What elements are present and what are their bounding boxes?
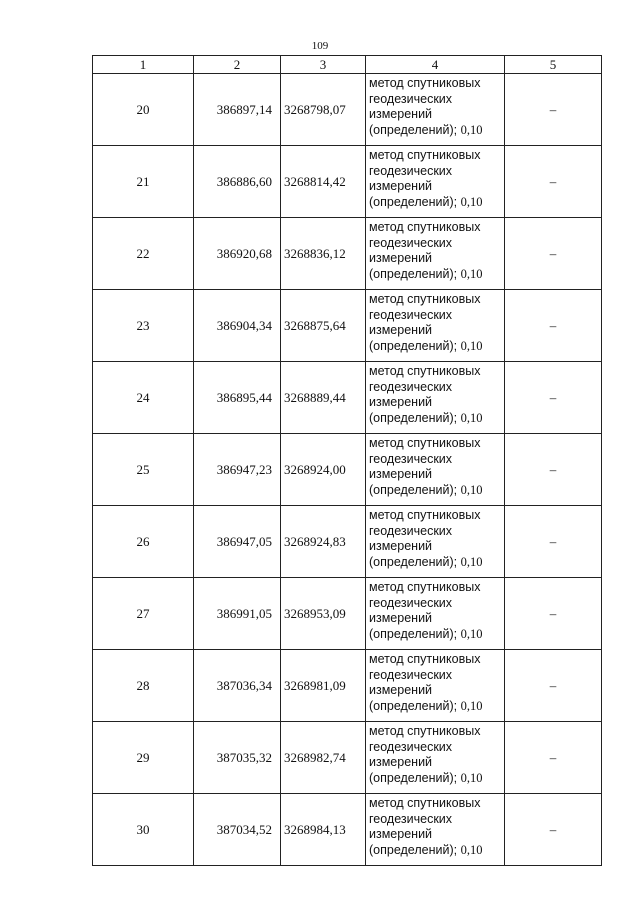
coordinate-x: 386904,34 — [194, 290, 281, 362]
table-row — [93, 290, 602, 362]
header-col-3: 3 — [281, 56, 366, 74]
method-text — [369, 292, 482, 353]
point-number: 27 — [93, 578, 194, 650]
method-cell — [366, 650, 505, 722]
method-description: метод спутниковых геодезических измерений (определений); — [369, 724, 481, 785]
method-description: метод спутниковых геодезических измерений (определений); — [369, 76, 481, 137]
point-number: 20 — [93, 74, 194, 146]
method-text — [369, 652, 482, 713]
note-cell: – — [505, 578, 602, 650]
page-number: 109 — [311, 40, 329, 52]
note-cell: – — [505, 650, 602, 722]
coordinate-x: 386920,68 — [194, 218, 281, 290]
method-cell — [366, 362, 505, 434]
table-row — [93, 722, 602, 794]
table-header — [93, 56, 602, 74]
coordinate-x: 386886,60 — [194, 146, 281, 218]
coordinate-y: 3268889,44 — [281, 362, 366, 434]
note-cell: – — [505, 74, 602, 146]
point-number: 22 — [93, 218, 194, 290]
method-description: метод спутниковых геодезических измерений (определений); — [369, 508, 481, 569]
coordinate-y: 3268982,74 — [281, 722, 366, 794]
header-col-4: 4 — [366, 56, 505, 74]
method-description: метод спутниковых геодезических измерений (определений); — [369, 436, 481, 497]
accuracy-value: 0,10 — [460, 842, 483, 857]
method-text — [369, 436, 482, 497]
coordinate-y: 3268875,64 — [281, 290, 366, 362]
method-text — [369, 148, 482, 209]
coordinate-y: 3268836,12 — [281, 218, 366, 290]
table-body — [93, 74, 602, 866]
method-text — [369, 220, 482, 281]
note-cell: – — [505, 722, 602, 794]
point-number: 21 — [93, 146, 194, 218]
coordinate-x: 386895,44 — [194, 362, 281, 434]
table-row — [93, 362, 602, 434]
note-cell: – — [505, 362, 602, 434]
coordinate-y: 3268924,00 — [281, 434, 366, 506]
note-cell: – — [505, 218, 602, 290]
accuracy-value: 0,10 — [460, 194, 483, 209]
coordinate-x: 386991,05 — [194, 578, 281, 650]
method-description: метод спутниковых геодезических измерений (определений); — [369, 292, 481, 353]
header-col-5: 5 — [505, 56, 602, 74]
method-description: метод спутниковых геодезических измерений (определений); — [369, 796, 481, 857]
method-cell — [366, 434, 505, 506]
coordinates-table — [92, 55, 602, 866]
table-row — [93, 794, 602, 866]
accuracy-value: 0,10 — [460, 626, 483, 641]
coordinate-x: 386947,23 — [194, 434, 281, 506]
method-text — [369, 508, 482, 569]
coordinate-y: 3268981,09 — [281, 650, 366, 722]
point-number: 30 — [93, 794, 194, 866]
method-text — [369, 796, 482, 857]
note-cell: – — [505, 146, 602, 218]
note-cell: – — [505, 794, 602, 866]
method-text — [369, 724, 482, 785]
header-row — [93, 56, 602, 74]
accuracy-value: 0,10 — [460, 266, 483, 281]
table-row — [93, 146, 602, 218]
method-cell — [366, 74, 505, 146]
coordinate-y: 3268814,42 — [281, 146, 366, 218]
coordinate-x: 387036,34 — [194, 650, 281, 722]
method-cell — [366, 506, 505, 578]
accuracy-value: 0,10 — [460, 122, 483, 137]
note-cell: – — [505, 506, 602, 578]
method-description: метод спутниковых геодезических измерений (определений); — [369, 652, 481, 713]
coordinate-y: 3268953,09 — [281, 578, 366, 650]
coordinate-y: 3268798,07 — [281, 74, 366, 146]
coordinate-x: 386897,14 — [194, 74, 281, 146]
point-number: 24 — [93, 362, 194, 434]
coordinate-x: 387035,32 — [194, 722, 281, 794]
accuracy-value: 0,10 — [460, 554, 483, 569]
accuracy-value: 0,10 — [460, 410, 483, 425]
accuracy-value: 0,10 — [460, 770, 483, 785]
method-cell — [366, 290, 505, 362]
method-text — [369, 76, 482, 137]
point-number: 29 — [93, 722, 194, 794]
table-row — [93, 650, 602, 722]
method-cell — [366, 218, 505, 290]
method-description: метод спутниковых геодезических измерений (определений); — [369, 364, 481, 425]
method-cell — [366, 578, 505, 650]
table-row — [93, 434, 602, 506]
method-description: метод спутниковых геодезических измерений (определений); — [369, 148, 481, 209]
coordinate-x: 386947,05 — [194, 506, 281, 578]
method-text — [369, 364, 482, 425]
method-description: метод спутниковых геодезических измерений (определений); — [369, 580, 481, 641]
point-number: 28 — [93, 650, 194, 722]
note-cell: – — [505, 434, 602, 506]
note-cell: – — [505, 290, 602, 362]
point-number: 26 — [93, 506, 194, 578]
accuracy-value: 0,10 — [460, 338, 483, 353]
accuracy-value: 0,10 — [460, 698, 483, 713]
coordinate-y: 3268924,83 — [281, 506, 366, 578]
method-cell — [366, 722, 505, 794]
coordinate-y: 3268984,13 — [281, 794, 366, 866]
method-text — [369, 580, 482, 641]
header-col-1: 1 — [93, 56, 194, 74]
table-row — [93, 74, 602, 146]
table-row — [93, 578, 602, 650]
header-col-2: 2 — [194, 56, 281, 74]
table-row — [93, 506, 602, 578]
point-number: 23 — [93, 290, 194, 362]
coordinate-x: 387034,52 — [194, 794, 281, 866]
method-cell — [366, 794, 505, 866]
method-description: метод спутниковых геодезических измерений (определений); — [369, 220, 481, 281]
method-cell — [366, 146, 505, 218]
point-number: 25 — [93, 434, 194, 506]
table-row — [93, 218, 602, 290]
accuracy-value: 0,10 — [460, 482, 483, 497]
